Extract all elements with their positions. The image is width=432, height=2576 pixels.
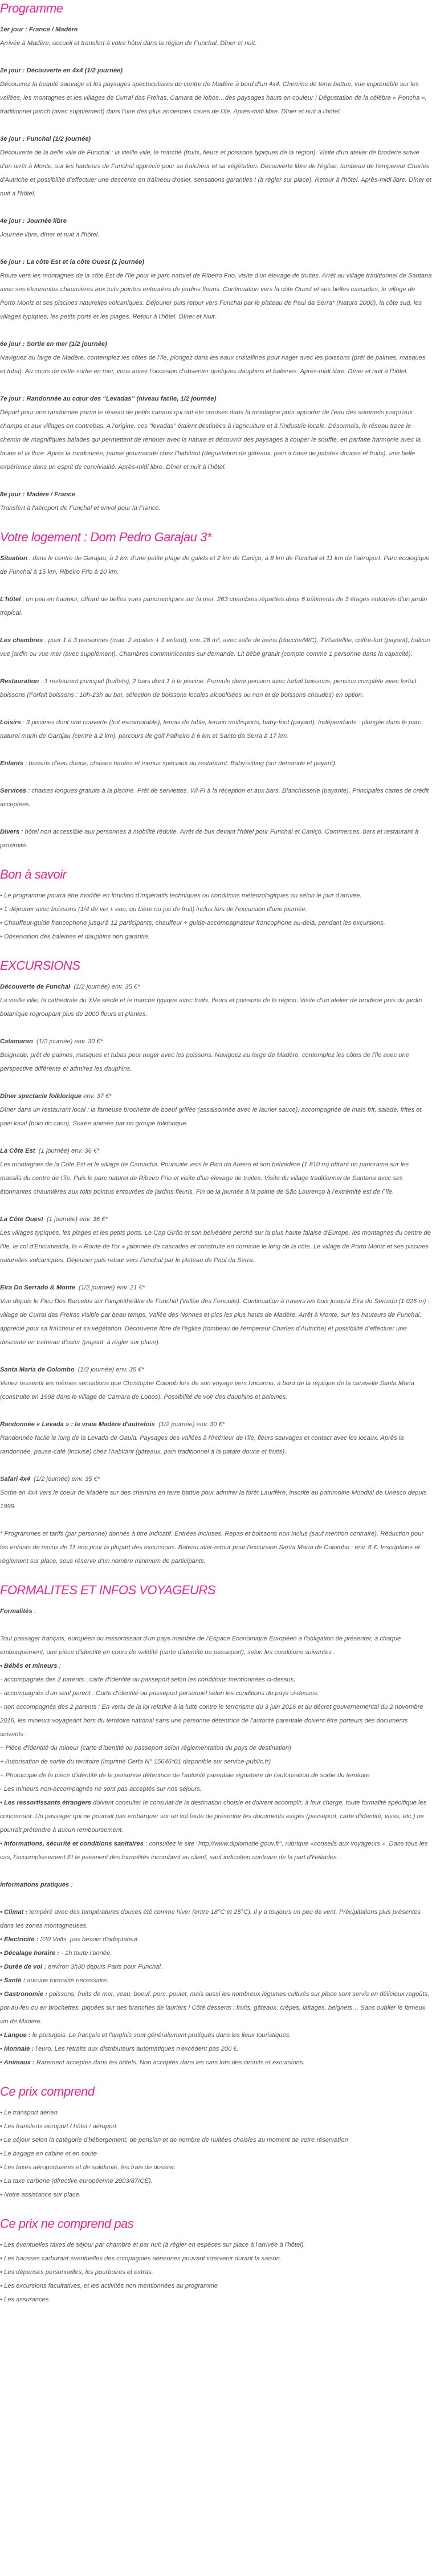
accommodation-label: Loisirs: [0, 719, 21, 726]
day-title: 6e jour : Sortie en mer (1/2 journée): [0, 341, 107, 348]
good-to-know-section: [0, 866, 432, 944]
formalities-section: [0, 1582, 432, 2069]
excursion-description: Les villages typiques, les plages et les petits ports. Le Cap Girão et son belvédère perché sur la plus haute falaise d'Europe, les montagnes du centre de l'île, le col d'Encumeada, la « Route de l'or » jalonnée de cascades et construite en corniche le long de la côte. Le village de Porto Moniz et ses piscines naturelles volcaniques. Déjeuner puis retour vers Funchal par le plateau de Paul da Serra.: [0, 1230, 431, 1264]
excursion-price: (1/2 journée) env. 30 €*: [32, 1038, 103, 1045]
excursion-name: Dîner spectacle folklorique: [0, 1093, 81, 1100]
price-excludes-item: • Les éventuelles taxes de séjour par chambre et par nuit (à régler en espèces sur place à l'arrivée à l'hôtel).: [0, 2242, 305, 2248]
practical-info-list: [0, 1905, 432, 2069]
accommodation-text: : 1 restaurant principal (buffets), 2 bars dont 1 à la piscine. Formule demi pension avec forfait boissons, pension complète avec forfait boissons (Forfait boissons : 10h-23h au bar, sélection de boissons locales alcoolisées ou non et de boissons chaudes) en option.: [0, 678, 417, 699]
day-title: 1er jour : France / Madère: [0, 26, 78, 33]
accommodation-paragraph: [0, 675, 432, 702]
practical-info-label: • Gastronomie :: [0, 1991, 47, 1998]
security-paragraph: [0, 1837, 432, 1864]
excursion-heading: [0, 1472, 432, 1486]
excursion-heading: [0, 1418, 432, 1431]
accommodation-label: Services: [0, 787, 27, 794]
formalities-intro: Tout passager français, européen ou ressortissant d'un pays membre de l'Espace Economique Européen a l'obligation de présenter, à chaque embarquement, une pièce d'identité en cours de validité (carte d'identité ou passeport), selon les conditions suivantes :: [0, 1635, 401, 1656]
accommodation-text: : pour 1 à 3 personnes (max. 2 adultes + 1 enfant), env. 28 m², avec salle de bains (douche/WC), TV/satellite, coffre-fort (payant), balcon vue jardin ou vue mer (avec supplément). Chambres communicantes sur demande. Lit bébé gratuit (compte comme 1 personne dans la capacité).: [0, 637, 430, 658]
accommodation-list: [0, 552, 432, 852]
practical-info-item: [0, 1987, 432, 2028]
excursion-description: Randonnée facile le long de la Levada de Gaula. Paysages des vallées à l'intérieur de l'île, fleurs sauvages et contact avec les locaux. Après la randonnée, pause-café (incluse) chez l'habitant (gâteaux, pain traditionnel à la patate douce et fruits).: [0, 1435, 404, 1455]
accommodation-item: [0, 784, 432, 811]
price-includes-item: • Les taxes aéroportuaires et de solidarité, les frais de dossier.: [0, 2164, 176, 2171]
foreigners-text: doivent consulter le consulat de la destination choisie et doivent accomplir, à leur charge, toute formalité spécifique les concernant. Un passager qui ne pourrait pas embarquer sur un vol faute de présenter les documents exigés (passeport, carte d'identité, visas, etc.) ne pourrait prétendre à aucun remboursement.: [0, 1799, 427, 1834]
excursion-price: env. 37 €*: [81, 1093, 112, 1100]
excursion-price: (1/2 journée) env. 30 €*: [154, 1421, 225, 1428]
day-description: Découvrez la beauté sauvage et les paysages spectaculaires du centre de Madère à bord d'un 4x4. Chemins de terre battue, vue imprenable sur les vallées, les montagnes et les villages de Curral das Freiras, Camara de lobos…des paysages hauts en couleur ! Dégustation de la célèbre « Poncha », traditionnel punch (avec supplément) dans l'une des plus anciennes caves de l'île. Après-midi libre. Dîner et nuit à l'hôtel.: [0, 81, 427, 115]
accommodation-item: [0, 634, 432, 661]
excursion-price: (1/2 journée) env. 21 €*: [75, 1284, 145, 1291]
good-to-know-item: • Observation des baleines et dauphins non garantie.: [0, 933, 150, 940]
excursion-name: Eira Do Serrado & Monte: [0, 1284, 75, 1291]
day-item: [0, 23, 432, 50]
accommodation-paragraph: [0, 634, 432, 661]
day-description: Découverte de la belle ville de Funchal : la vieille ville, le marché (fruits, fleurs et poissons typiques de la région). Visite d'un atelier de broderie suivie d'un arrêt à Monte, sur les hauteurs de Funchal apprécié pour sa fraîcheur et sa végétation. Découverte libre de l'église, tombeau de l'empereur Charles d'Autriche et possibilité d'effectuer une descente en traîneau d'osier, sensations garanties ! (à régler sur place). Retour à l'hôtel. Après-midi libre. Dîner et nuit à l'hôtel.: [0, 149, 431, 197]
day-item: [0, 64, 432, 119]
day-item: [0, 488, 432, 515]
accommodation-paragraph: [0, 825, 432, 852]
practical-info-text: environ 3h30 depuis Paris pour Funchal.: [46, 1963, 163, 1970]
excursion-price: (1/2 journée) env. 35 €*: [30, 1476, 100, 1483]
accommodation-item: [0, 593, 432, 620]
day-item: [0, 214, 432, 242]
practical-info-item: [0, 2028, 432, 2042]
practical-info-text: le portugais. Le français et l'anglais sont généralement pratiqués dans les lieux touristiques.: [30, 2032, 291, 2039]
day-title: 2e jour : Découverte en 4x4 (1/2 journée): [0, 67, 123, 74]
practical-info-item: [0, 1905, 432, 1933]
day-item: [0, 132, 432, 201]
minors-label: • Bébés et mineurs: [0, 1663, 58, 1669]
minors-line: - accompagnés d'un seul parent : Carte d'identité ou passeport personnel selon les conditions du pays ci-dessus.: [0, 1690, 319, 1697]
price-includes-item: • Notre assistance sur place.: [0, 2191, 81, 2198]
practical-info-text: 220 Volts, pas besoin d'adaptateur.: [38, 1936, 140, 1943]
practical-info-item: [0, 2056, 432, 2069]
practical-info-label: • Décalage horaire :: [0, 1950, 60, 1957]
formalities-subtitle: [0, 1605, 432, 1618]
excursion-description: Les montagnes de la Côte Est et le village de Camacha. Poursuite vers le Pico do Arieiro et son belvédère (1 810 m) offrant un panorama sur les massifs du centre de l'île. Puis le parc naturel de Ribeiro Frio et visite d'un élevage de truites. Visite du village traditionnel de Santana avec ses étonnantes chaumières aux toits pointus entourées de jardins fleuris. Fin de la journée à la pointe de São Lourenço à l'extrémité est de l´île.: [0, 1161, 409, 1195]
day-description: Arrivée à Madère, accueil et transfert à votre hôtel dans la région de Funchal. Dîner et nuit.: [0, 40, 257, 47]
accommodation-item: [0, 675, 432, 702]
minors-line: - Les mineurs non-accompagnés ne sont pas acceptés sur nos séjours.: [0, 1786, 202, 1793]
price-includes-item: • La taxe carbone (directive européenne 2003/87/CE).: [0, 2178, 153, 2185]
accommodation-item: [0, 825, 432, 852]
accommodation-paragraph: [0, 552, 432, 579]
excursion-description: Venez ressentir les mêmes sensations que Christophe Colomb lors de son voyage vers l'inconnu, à bord de la réplique de la caravelle Santa Maria (construite en 1998 dans le village de Camara de Lobos). Possibilité de voir des dauphins et baleines.: [0, 1380, 414, 1401]
day-title: 8e jour : Madère / France: [0, 491, 75, 498]
excursion-item: [0, 1144, 432, 1199]
day-item: [0, 392, 432, 474]
price-includes-title: Ce prix comprend: [0, 2084, 95, 2099]
practical-info-text: Rarement acceptés dans les hôtels. Non acceptés dans les cars lors des circuits et excursions.: [34, 2059, 305, 2066]
minors-line: + Autorisation de sortie du territoire (imprimé Cerfa N° 15646*01 disponible sur service-public.fr): [0, 1758, 271, 1765]
minors-heading: [0, 1659, 432, 1673]
minors-line: - accompagnés des 2 parents : carte d'identité ou passeport selon les conditions mentionnées ci-dessus.: [0, 1676, 296, 1683]
good-to-know-item: • Chauffeur-guide francophone jusqu'à 12 participants, chauffeur + guide-accompagnateur francophone au-delà, pendant les excursions.: [0, 920, 385, 926]
foreigners-paragraph: [0, 1796, 432, 1837]
excursion-name: La Côte Ouest: [0, 1216, 43, 1223]
practical-info-label: • Santé :: [0, 1977, 26, 1984]
accommodation-paragraph: [0, 784, 432, 811]
accommodation-text: : dans le centre de Garajau, à 2 km d'une petite plage de galets et 2 km de Caniço, à 8 km de Funchal et 11 km de l'aéroport. Parc écologique de Funchal à 15 km, Ribeiro Frio à 20 km.: [0, 555, 430, 575]
practical-info-label: • Durée de vol :: [0, 1963, 47, 1970]
excursion-name: Découverte de Funchal: [0, 983, 71, 990]
day-description: Transfert à l'aéroport de Funchal et envol pour la France.: [0, 505, 161, 512]
price-includes-item: • Le séjour selon la catégorie d'hébergement, de pension et de nombre de nuitées choisies au moment de votre réservation: [0, 2137, 348, 2144]
excursion-item: [0, 1472, 432, 1513]
programme-section: [0, 0, 432, 515]
good-to-know-item: • Le programme pourra être modifié en fonction d'impératifs techniques ou conditions météorologiques ou selon le jour d'arrivée.: [0, 892, 362, 899]
day-title: 7e jour : Randonnée au cœur des “Levadas” (niveau facile, 1/2 journée): [0, 395, 217, 402]
minors-line: + Pièce d'identité du mineur (carte d'identité ou passeport selon règlementation du pays de destination): [0, 1745, 291, 1752]
day-list: [0, 23, 432, 515]
excursion-item: [0, 1363, 432, 1404]
formalities-suffix: :: [32, 1608, 36, 1615]
minors-list: [0, 1673, 432, 1796]
day-title: 4e jour : Journée libre: [0, 218, 67, 224]
practical-info-label: • Animaux :: [0, 2059, 35, 2066]
practical-info-text: l'euro. Les retraits aux distributeurs automatiques n'excèdent pas 200 €.: [34, 2046, 239, 2052]
price-includes-list: [0, 2106, 432, 2202]
accommodation-text: : chaises longues gratuits à la piscine. Prêt de serviettes. Wi-Fi à la réception et aux bars. Blanchisserie (payante). Principales cartes de crédit acceptées.: [0, 787, 429, 808]
minors-suffix: :: [57, 1663, 61, 1669]
excursion-description: Baignade, prêt de palmes, masques et tubas pour nager avec les poissons. Naviguez au large de Madère, contemplez les côtes de l'île avec une perspective différente et admirez les dauphins.: [0, 1052, 409, 1072]
excursion-price: (1 journée) env. 36 €*: [35, 1148, 100, 1154]
excursion-price: (1/2 journée) env. 35 €*: [74, 1366, 144, 1373]
excursion-heading: [0, 1363, 432, 1377]
price-excludes-item: • Les excursions facultatives, et les activités non mentionnées au programme: [0, 2283, 218, 2289]
accommodation-label: L'hôtel: [0, 596, 21, 603]
security-label: • Informations, sécurité et conditions sanitaires: [0, 1840, 144, 1847]
accommodation-item: [0, 757, 432, 770]
price-excludes-item: • Les assurances.: [0, 2296, 51, 2303]
minors-line: + Photocopie de la pièce d'identité de la personne détentrice de l'autorité parentale signataire de l'autorisation de sortie du territoire: [0, 1772, 370, 1779]
excursion-heading: [0, 1281, 432, 1295]
accommodation-label: Enfants: [0, 760, 24, 767]
accommodation-text: : hôtel non accessible aux personnes à mobilité réduite. Arrêt de bus devant l'hôtel pour Funchal et Caniço. Commerces, bars et restaurant à proximité.: [0, 828, 418, 849]
accommodation-label: Restauration: [0, 678, 39, 685]
excursion-item: [0, 980, 432, 1021]
excursion-heading: [0, 1035, 432, 1048]
price-excludes-item: • Les hausses carburant éventuelles des compagnies aériennes pouvant intervenir durant la saison.: [0, 2255, 282, 2262]
price-includes-item: • Le transport aérien: [0, 2109, 58, 2116]
good-to-know-item: • 1 déjeuner avec boissons (1/4 de vin + eau, ou bière ou jus de fruit) inclus lors de l'excursion d'une journée.: [0, 906, 307, 913]
accommodation-text: : 3 piscines dont une couverte (toit escamotable), tennis de table, terrain multisports, baby-foot (payant). Indépendants : plongée dans le parc naturel marin de Garajau (centre à 2 km), parcours de golf Palheiro à 6 km et Santo da Serra à 17 km.: [0, 719, 421, 740]
practical-info-label: • Climat :: [0, 1909, 28, 1916]
accommodation-text: : bassins d'eau douce, chaises hautes et menus spéciaux au restaurant. Baby-sitting (sur demande et payant).: [23, 760, 337, 767]
price-includes-section: [0, 2083, 432, 2202]
day-description: Route vers les montagnes de la côte Est de l'île pour le parc naturel de Ribeiro Frio, visite d'un élevage de truites. Arrêt au village traditionnel de Santana avec ses étonnantes chaumières aux toits pointus entourées de jardins fleuris. Continuation vers la côte Ouest et ses belles cascades, le village de Porto Moniz et ses piscines naturelles volcaniques. Déjeuner puis retour vers Funchal par le plateau de Paul da Serra* (Natura 2000), la côte sud, les villages typiques, les petits ports et les plages. Retour à l'hôtel. Dîner et Nuit.: [0, 272, 432, 320]
practical-suffix: :: [69, 1881, 73, 1888]
accommodation-paragraph: [0, 716, 432, 743]
excursion-description: Vue depuis le Pico Dos Barcelos sur l'amphithéâtre de Funchal (Vallée des Fenouils). Continuation à travers les bois jusqu'à Eira do Serrado (1 026 m) : village de Curral das Freiras visible par beau temps, Vallée des Nonnes et pics les plus hauts de Madère. Arrêt à Monte, sur les hauteurs de Funchal, apprécié pour sa fraîcheur et sa végétation. Découverte libre de l'église (tombeau de l'empereur Charles d'Autriche) et possibilité d'effectuer une descente en traîneau d'osier (payant, à régler sur place).: [0, 1298, 430, 1346]
accommodation-section: [0, 529, 432, 852]
excursion-list: [0, 980, 432, 1513]
formalities-title: FORMALITES ET INFOS VOYAGEURS: [0, 1583, 215, 1597]
price-includes-item: • Le bagage en cabine et en soute: [0, 2150, 97, 2157]
footnote-text: * Programmes et tarifs (par personne) donnés à titre indicatif. Entrées incluses. Repas et boissons non inclus (sauf mention contraire). Réduction pour les enfants de moins de 11 ans pour la plupart des excursions. Bateau aller-retour pour l'excursion Santa Maria de Colombo : env. 6 €. Inscriptions et règlement sur place, sous réserve d'un nombre minimum de participants.: [0, 1530, 424, 1565]
excursions-footnote: [0, 1527, 432, 1568]
excursion-description: Sortie en 4x4 vers le coeur de Madère sur des chemins en terre battue pour admirer la forêt Laurifère, inscrite au patrimoine Mondial de Unesco depuis 1999.: [0, 1489, 427, 1510]
day-description: Journée libre, dîner et nuit à l'hôtel.: [0, 231, 100, 238]
price-excludes-item: • Les dépenses personnelles, les pourboires et extras.: [0, 2269, 153, 2276]
good-to-know-list: [0, 889, 432, 944]
accommodation-text: : un peu en hauteur, offrant de belles vues panoramiques sur la mer. 263 chambres réparties dans 6 bâtiments de 3 étages entourés d'un jardin tropical.: [0, 596, 427, 617]
practical-info-item: [0, 1933, 432, 1946]
programme-title: Programme: [0, 1, 63, 15]
accommodation-paragraph: [0, 593, 432, 620]
excursion-item: [0, 1418, 432, 1459]
practical-info-label: • Langue :: [0, 2032, 31, 2039]
excursion-price: (1 journée) env. 36 €*: [43, 1216, 108, 1223]
practical-info-text: aucune formalité nécessaire.: [25, 1977, 109, 1984]
accommodation-item: [0, 552, 432, 579]
excursion-heading: [0, 1089, 432, 1103]
day-description: Départ pour une randonnée parmi le réseau de petits canaux qui ont été creusés dans la montagne pour apporter de l'eau des sommets jusqu'aux champs et aux villages en contrebas. A l'origine, ces "levadas" étaient destinées à l'agriculture et à l'industrie locale. Désormais, le réseau trace le chemin de magnifiques balades qui permettent de renouer avec la nature et découvrir des paysages à couper le souffle, en parfaite harmonie avec la faune et la flore. Après la randonnée, pause gourmande chez l'habitant (dégustation de gâteaux, pain à base de patates douces et fruits), une belle expérience dans un esprit de convivialité. Après-midi libre. Dîner et nuit à l'hôtel.: [0, 409, 421, 471]
accommodation-item: [0, 716, 432, 743]
practical-info-item: [0, 1974, 432, 1987]
excursion-heading: [0, 1213, 432, 1226]
practical-info-item: [0, 1946, 432, 1960]
excursion-description: Dîner dans un restaurant local : la fameuse brochette de boeuf grillée (assaisonnée avec le laurier sauce), accompagnée de maïs frit, salade, frites et pain local (bolo do caco). Soirée animée par un groupe folklorique.: [0, 1107, 422, 1127]
day-item: [0, 255, 432, 324]
price-includes-item: • Les transferts aéroport / hôtel / aéroport: [0, 2123, 117, 2130]
good-to-know-title: Bon à savoir: [0, 867, 67, 881]
accommodation-paragraph: [0, 757, 432, 770]
security-text: : consultez le site "http://www.diplomatie.gouv.fr", rubrique «conseils aux voyageurs ». Dans tous les cas, l'accomplissement Et le paiement des formalités incombent au client, sauf indication contraire de la part d'Héliades. .: [0, 1840, 428, 1861]
minors-line: - non accompagnés des 2 parents : En vertu de la loi relative à la lutte contre le terrorisme du 3 juin 2016 et du décret gouvernemental du 2 novembre 2016, les mineurs voyageant hors du territoire national sans une personne détentrice de l'autorité parentale doivent être porteurs des documents suivants :: [0, 1704, 423, 1738]
practical-heading: [0, 1878, 432, 1892]
excursion-name: Santa Maria de Colombo: [0, 1366, 75, 1373]
accommodation-label: Situation: [0, 555, 27, 562]
price-excludes-list: [0, 2238, 432, 2306]
formalities-label: Formalités: [0, 1608, 32, 1615]
foreigners-label: • Les ressortissants étrangers: [0, 1799, 91, 1806]
accommodation-title: Votre logement : Dom Pedro Garajau 3*: [0, 530, 211, 544]
accommodation-label: Les chambres: [0, 637, 43, 644]
day-description: Naviguez au large de Madère, contemplez les côtes de l'île, plongez dans les eaux cristallines pour nager avec les poissons (prêt de palmes, masques et tuba). Au cours de cette sortie en mer, vous aurez l'occasion d'observer quelques dauphins et baleines. Après-midi libre. Dîner et nuit à l'hôtel.: [0, 354, 426, 375]
excursion-price: (1/2 journée) env. 35 €*: [70, 983, 140, 990]
day-title: 3e jour : Funchal (1/2 journée): [0, 136, 91, 142]
price-excludes-title: Ce prix ne comprend pas: [0, 2216, 134, 2231]
day-title: 5e jour : La côte Est et la côte Ouest (1 journée): [0, 259, 145, 266]
practical-info-label: • Electricité :: [0, 1936, 39, 1943]
accommodation-label: Divers: [0, 828, 20, 835]
day-item: [0, 337, 432, 378]
price-excludes-section: [0, 2215, 432, 2306]
excursion-item: [0, 1089, 432, 1130]
excursion-name: Randonnée « Levada » : la vraie Madère d'autrefois: [0, 1421, 155, 1428]
practical-info-label: • Monnaie :: [0, 2046, 34, 2052]
practical-info-text: - 1h toute l'année.: [59, 1950, 112, 1957]
practical-info-item: [0, 1960, 432, 1974]
excursion-name: Catamaran: [0, 1038, 33, 1045]
excursion-item: [0, 1213, 432, 1267]
practical-info-text: poissons, fruits de mer, veau, boeuf, porc, poulet, mais aussi les nombreux légumes cultivés sur place sont servis en délicieux ragoûts, pot-au-feu ou en brochettes, piquées sur des branches de lauriers ! Côté desserts : fruits, gâteaux, crêpes, laitages, beignets… Sans oublier le fameux vin de Madère.: [0, 1991, 430, 2025]
excursion-item: [0, 1035, 432, 1076]
excursion-name: Safari 4x4: [0, 1476, 30, 1483]
excursion-description: La vieille ville, la cathédrale du XVe siècle et le marché typique avec fruits, fleurs et poissons de la région. Visite d'un atelier de broderie puis du jardin botanique regroupant plus de 2000 fleurs et plantes.: [0, 997, 422, 1018]
practical-label: Informations pratiques: [0, 1881, 70, 1888]
excursions-section: [0, 957, 432, 1568]
excursions-title: EXCURSIONS: [0, 958, 80, 973]
excursion-name: La Côte Est: [0, 1148, 35, 1154]
practical-info-item: [0, 2042, 432, 2056]
excursion-heading: [0, 1144, 432, 1158]
practical-info-text: tempéré avec des températures douces été comme hiver (entre 18°C et 25°C). Il y a toujours un peu de vent. Précipitations plus présentes dans les zones montagneuses.: [0, 1909, 421, 1929]
excursion-item: [0, 1281, 432, 1349]
excursion-heading: [0, 980, 432, 994]
